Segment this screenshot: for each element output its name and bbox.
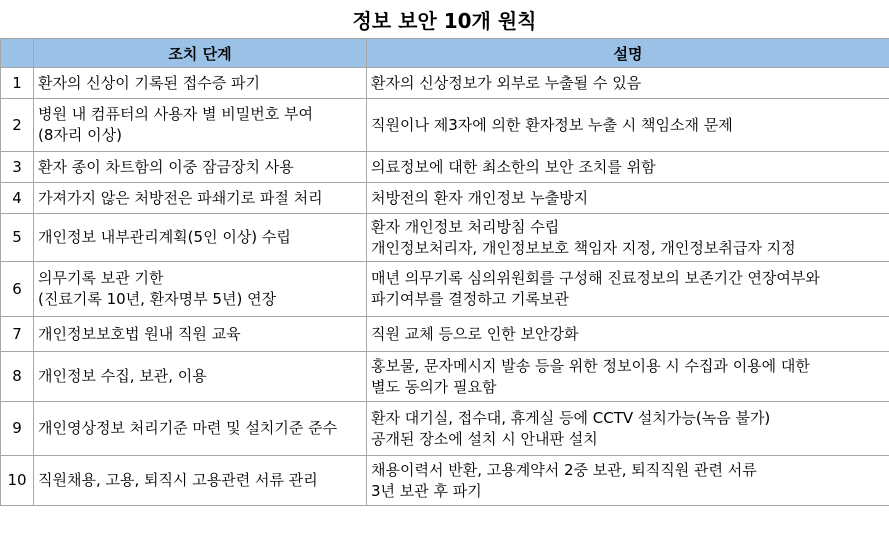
- step-cell: [34, 99, 367, 152]
- step-text: 환자 종이 차트함의 이중 잠금장치 사용: [38, 157, 294, 176]
- description-cell: [367, 183, 889, 214]
- table-body: [1, 68, 889, 506]
- row-number: 3: [1, 152, 34, 183]
- step-text: 개인정보보호법 원내 직원 교육: [38, 324, 241, 343]
- step-cell: [34, 456, 367, 506]
- description-text: 직원이나 제3자에 의한 환자정보 누출 시 책임소재 문제: [371, 115, 733, 134]
- description-text: 환자의 신상정보가 외부로 누출될 수 있음: [371, 73, 642, 92]
- description-text: 처방전의 환자 개인정보 누출방지: [371, 188, 589, 207]
- step-text: 개인영상정보 처리기준 마련 및 설치기준 준수: [38, 419, 338, 437]
- table-row: [1, 352, 889, 402]
- step-text: 가져가지 않은 처방전은 파쇄기로 파절 처리: [38, 188, 323, 207]
- page-title: 정보 보안 10개 원칙: [352, 8, 537, 33]
- row-number: 6: [1, 262, 34, 317]
- description-text: 파기여부를 결정하고 기록보관: [371, 290, 569, 308]
- description-text: 직원 교체 등으로 인한 보안강화: [371, 324, 579, 343]
- table-row: [1, 262, 889, 317]
- table-row: [1, 456, 889, 506]
- table-header-row: [1, 39, 889, 68]
- description-cell: [367, 317, 889, 352]
- step-text: 의무기록 보관 기한: [38, 269, 164, 287]
- step-cell: [34, 402, 367, 456]
- table-row: [1, 99, 889, 152]
- description-cell: [367, 456, 889, 506]
- description-cell: [367, 352, 889, 402]
- description-text: 매년 의무기록 심의위원회를 구성해 진료정보의 보존기간 연장여부와: [371, 269, 820, 287]
- header-step: 조치 단계: [34, 39, 367, 68]
- step-cell: [34, 68, 367, 99]
- step-text: (진료기록 10년, 환자명부 5년) 연장: [38, 290, 277, 308]
- security-principles-table: [0, 38, 889, 506]
- description-text: 별도 동의가 필요함: [371, 377, 497, 396]
- table-row: [1, 317, 889, 352]
- description-text: 홍보물, 문자메시지 발송 등을 위한 정보이용 시 수집과 이용에 대한: [371, 356, 810, 375]
- row-number: 5: [1, 214, 34, 262]
- row-number: 10: [1, 456, 34, 506]
- row-number: 8: [1, 352, 34, 402]
- description-text: 환자 대기실, 접수대, 휴게실 등에 CCTV 설치가능(녹음 불가): [371, 408, 771, 427]
- step-cell: [34, 317, 367, 352]
- description-text: 채용이력서 반환, 고용계약서 2중 보관, 퇴직직원 관련 서류: [371, 460, 757, 479]
- description-text: 공개된 장소에 설치 시 안내판 설치: [371, 429, 598, 448]
- step-cell: [34, 352, 367, 402]
- row-number: 2: [1, 99, 34, 152]
- step-cell: [34, 262, 367, 317]
- table-row: [1, 183, 889, 214]
- step-text: 개인정보 내부관리계획(5인 이상) 수립: [38, 228, 291, 246]
- step-cell: [34, 183, 367, 214]
- description-text: 개인정보처리자, 개인정보보호 책임자 지정, 개인정보취급자 지정: [371, 238, 796, 257]
- table-row: [1, 68, 889, 99]
- description-text: 환자 개인정보 처리방침 수립: [371, 217, 560, 236]
- step-cell: [34, 214, 367, 262]
- header-number: [1, 39, 34, 68]
- table-row: [1, 214, 889, 262]
- table-row: [1, 152, 889, 183]
- row-number: 4: [1, 183, 34, 214]
- table-row: [1, 402, 889, 456]
- step-text: 직원채용, 고용, 퇴직시 고용관련 서류 관리: [38, 471, 318, 489]
- step-text: (8자리 이상): [38, 126, 122, 144]
- description-cell: [367, 68, 889, 99]
- step-text: 개인정보 수집, 보관, 이용: [38, 367, 207, 385]
- description-cell: [367, 262, 889, 317]
- description-text: 의료정보에 대한 최소한의 보안 조치를 위함: [371, 157, 656, 176]
- header-description: 설명: [367, 39, 889, 68]
- description-cell: [367, 152, 889, 183]
- description-text: 3년 보관 후 파기: [371, 481, 482, 500]
- row-number: 9: [1, 402, 34, 456]
- description-cell: [367, 214, 889, 262]
- step-text: 환자의 신상이 기록된 접수증 파기: [38, 73, 260, 92]
- step-cell: [34, 152, 367, 183]
- description-cell: [367, 402, 889, 456]
- description-cell: [367, 99, 889, 152]
- row-number: 7: [1, 317, 34, 352]
- row-number: 1: [1, 68, 34, 99]
- step-text: 병원 내 컴퓨터의 사용자 별 비밀번호 부여: [38, 105, 313, 123]
